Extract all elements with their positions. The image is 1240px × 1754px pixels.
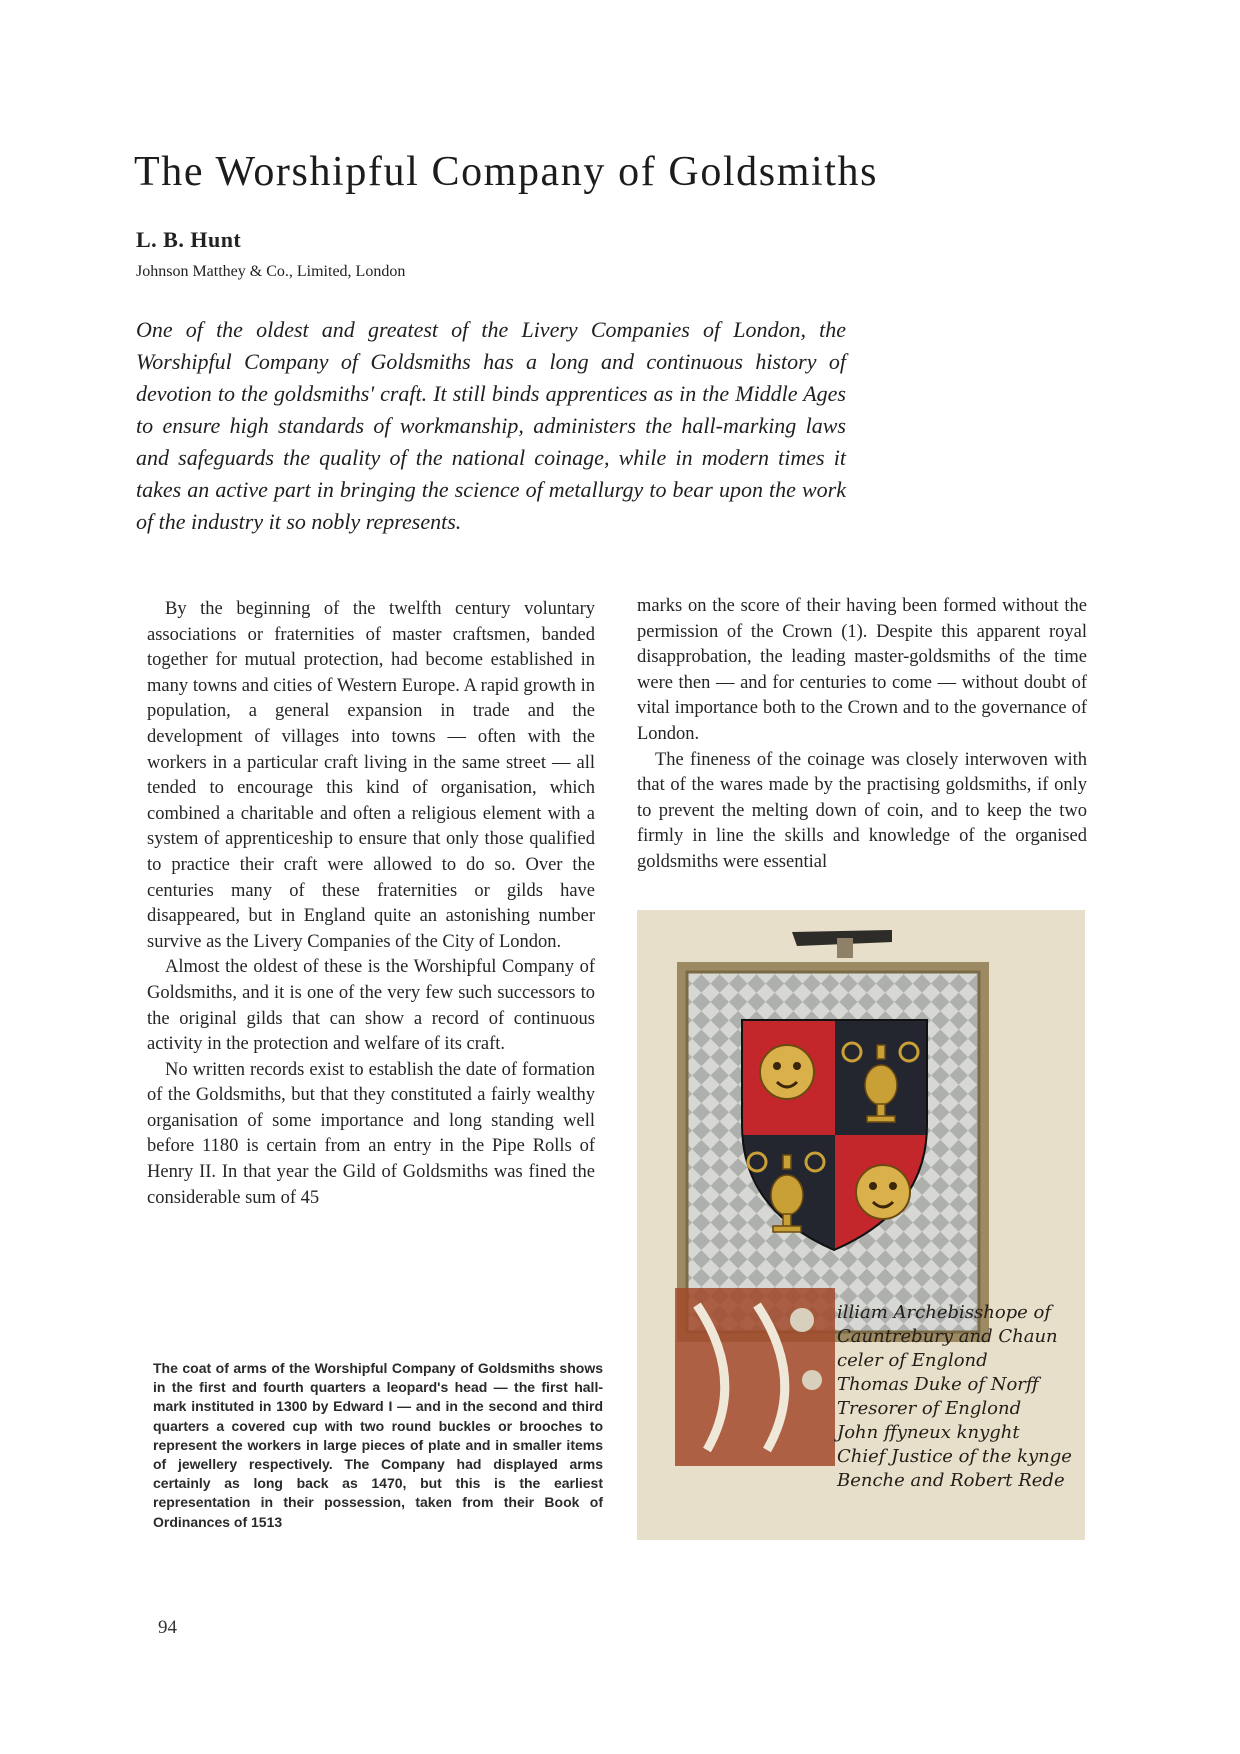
manuscript-line: celer of Englond <box>837 1350 988 1371</box>
author-affiliation: Johnson Matthey & Co., Limited, London <box>136 263 406 280</box>
page-title: The Worshipful Company of Goldsmiths <box>134 149 879 195</box>
strap-tab-icon <box>837 938 853 958</box>
author-name: L. B. Hunt <box>136 227 242 252</box>
manuscript-line: Tresorer of Englond <box>837 1398 1022 1419</box>
manuscript-line: Chief Justice of the kynge <box>837 1446 1072 1467</box>
manuscript-line: Cauntrebury and Chaun <box>837 1326 1058 1347</box>
body-column-right <box>637 594 1087 876</box>
coat-of-arms-illustration <box>637 910 1085 1540</box>
manuscript-line: John ffyneux knyght <box>837 1422 1020 1443</box>
paragraph: No written records exist to establish the date of formation of the Goldsmiths, but that they constituted a fairly wealthy organisation of some importance and long standing well before 1180 is certain from an entry in the Pipe Rolls of Henry II. In that year the Gild of Goldsmiths was fined the considerable sum of 45 <box>147 1059 595 1208</box>
manuscript-line: illiam Archebisshope of <box>837 1302 1052 1323</box>
manuscript-line: Benche and Robert Rede <box>837 1470 1065 1491</box>
figure-caption: The coat of arms of the Worshipful Company of Goldsmiths shows in the first and fourth quarters a leopard's head — the first hall-mark instituted in 1300 by Edward I — and in the second and third quarters a covered cup with two round buckles or brooches to represent the workers in large pieces of plate and in smaller items of jewellery respectively. The Company had displayed arms certainly as long back as 1470, but this is the earliest representation in their possession, taken from their Book of Ordinances of 1513 <box>153 1360 603 1530</box>
paragraph: By the beginning of the twelfth century voluntary associations or fraternities of master craftsmen, banded together for mutual protection, had become established in many towns and cities of Western Europe. A rapid growth in population, a general expansion in trade and the development of villages into towns — often with the workers in a particular craft living in the same street — all tended to encourage this kind of organisation, which combined a charitable and often a religious element with a system of apprenticeship to ensure that only those qualified to practice their craft were allowed to do so. Over the centuries many of these fraternities or gilds have disappeared, but in England quite an astonishing number survive as the Livery Companies of the City of London. <box>147 599 595 952</box>
manuscript-line: Thomas Duke of Norff <box>837 1374 1039 1395</box>
illuminated-initial-icon <box>675 1288 835 1466</box>
paragraph: marks on the score of their having been formed without the permission of the Crown (1). Despite this apparent royal disapprobation, the leading master-goldsmiths of the time were then — and for centuries to come — without doubt of vital importance both to the Crown and to the governance of London. <box>637 596 1087 744</box>
abstract: One of the oldest and greatest of the Livery Companies of London, the Worshipful Company of Goldsmiths has a long and continuous history of devotion to the goldsmiths' craft. It still binds apprentices as in the Middle Ages to ensure high standards of workmanship, administers the hall-marking laws and safeguards the quality of the national coinage, while in modern times it takes an active part in bringing the science of metallurgy to bear upon the work of the industry it so nobly represents. <box>136 317 846 534</box>
leopard-head-icon <box>760 1045 814 1099</box>
paragraph: The fineness of the coinage was closely interwoven with that of the wares made by the practising goldsmiths, if only to prevent the melting down of coin, and to keep the two firmly in line the skills and knowledge of the organised goldsmiths were essential <box>637 749 1087 872</box>
paragraph: Almost the oldest of these is the Worshipful Company of Goldsmiths, and it is one of the very few such successors to the original gilds that can show a record of continuous activity in the protection and welfare of its craft. <box>147 957 595 1055</box>
body-column-left <box>147 597 595 1211</box>
leopard-head-icon <box>856 1165 910 1219</box>
page-number: 94 <box>158 1617 177 1638</box>
coat-of-arms-figure <box>637 910 1085 1540</box>
